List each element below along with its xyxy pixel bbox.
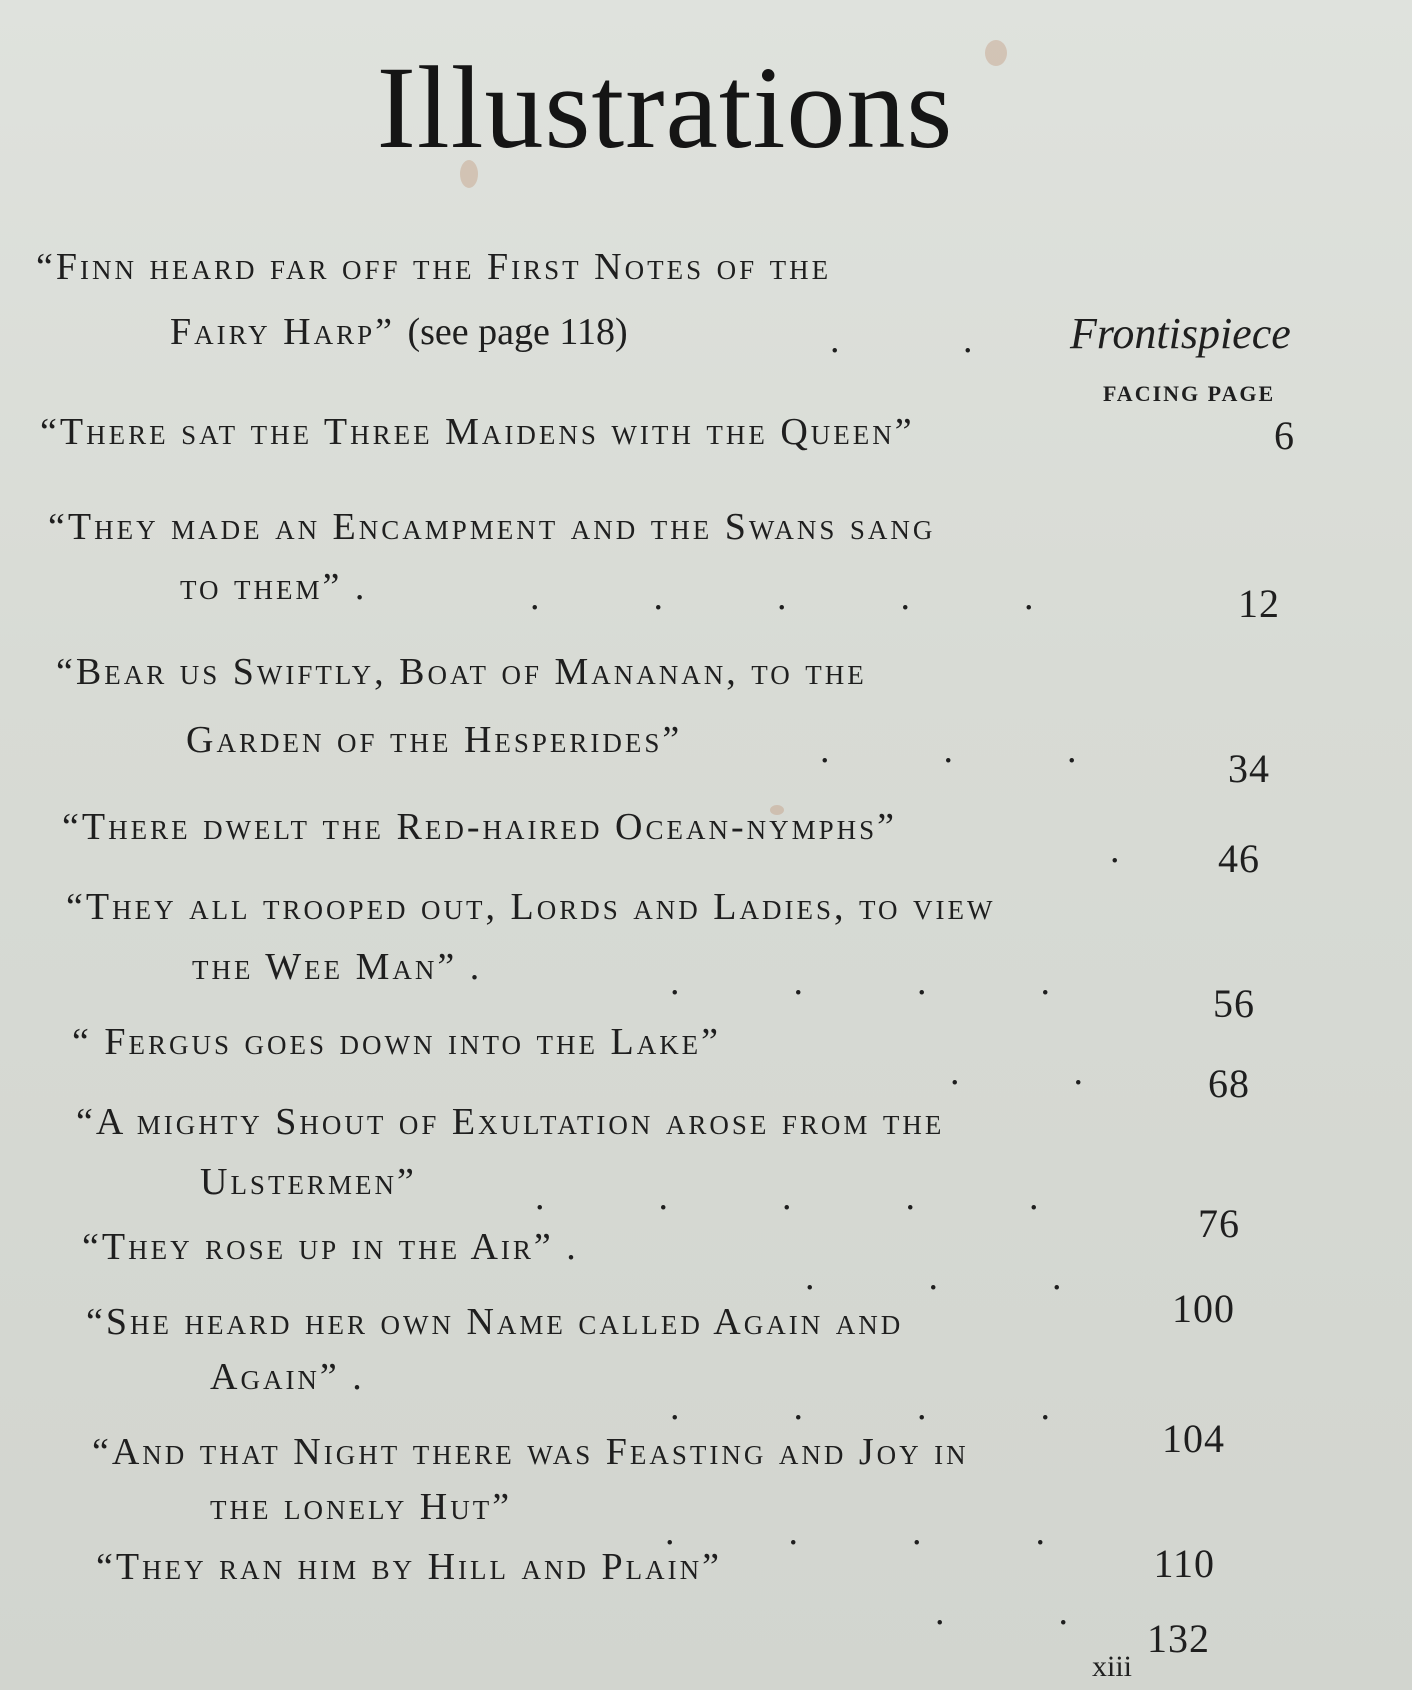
list-item xyxy=(170,310,628,354)
entry-caption: “They all trooped out, Lords and Ladies, to view xyxy=(66,886,996,928)
column-header: FACING PAGE xyxy=(1103,381,1276,406)
entry-page: 56 xyxy=(1213,981,1255,1026)
list-item xyxy=(92,1430,969,1474)
entry-caption: “They ran him by Hill and Plain” xyxy=(96,1546,722,1588)
entry-caption-continued: to them” . xyxy=(180,566,368,608)
list-item xyxy=(96,1545,722,1589)
list-item xyxy=(76,1100,944,1144)
entry-caption-continued: Garden of the Hesperides” xyxy=(186,719,683,761)
entry-page: 132 xyxy=(1147,1616,1210,1661)
entry-caption-continued: Ulstermen” xyxy=(200,1161,417,1203)
entry-caption: “A mighty Shout of Exultation arose from the xyxy=(76,1101,945,1143)
leader-dots: . . . xyxy=(820,729,1077,771)
entry-page: 6 xyxy=(1274,413,1295,458)
entry-page: 34 xyxy=(1228,746,1270,791)
list-item xyxy=(62,805,897,849)
entry-caption: “There sat the Three Maidens with the Queen” xyxy=(40,411,915,453)
entry-caption: “And that Night there was Feasting and Joy in xyxy=(92,1431,969,1473)
entry-caption-continued: the lonely Hut” xyxy=(210,1486,513,1528)
entry-caption-continued: Fairy Harp” xyxy=(170,311,408,353)
entry-caption-continued: the Wee Man” . xyxy=(192,946,483,988)
leader-dots: . . xyxy=(935,1591,1068,1633)
leader-dots: . . . . . xyxy=(535,1176,1039,1218)
entry-page: 100 xyxy=(1172,1286,1235,1331)
list-item xyxy=(210,1355,365,1399)
list-item xyxy=(48,505,935,549)
list-item xyxy=(86,1300,903,1344)
entry-caption: “ Fergus goes down into the Lake” xyxy=(72,1021,722,1063)
entry-page: 12 xyxy=(1238,581,1280,626)
leader-dots: . . xyxy=(950,1051,1083,1093)
entry-caption: “Finn heard far off the First Notes of the xyxy=(36,246,832,288)
entry-caption: “There dwelt the Red-haired Ocean-nymphs” xyxy=(62,806,898,848)
entry-note: (see page 118) xyxy=(407,311,628,353)
leader-dots: . . . . xyxy=(670,1386,1050,1428)
page-folio: xiii xyxy=(1092,1650,1133,1683)
entry-caption: “They rose up in the Air” . xyxy=(82,1226,579,1268)
list-item xyxy=(72,1020,721,1064)
entry-page: 76 xyxy=(1198,1201,1240,1246)
list-item xyxy=(200,1160,417,1204)
entry-caption: “Bear us Swiftly, Boat of Mananan, to the xyxy=(56,651,867,693)
list-item xyxy=(82,1225,579,1269)
entry-caption: “She heard her own Name called Again and xyxy=(86,1301,904,1343)
list-item xyxy=(210,1485,512,1529)
entry-page: Frontispiece xyxy=(1070,309,1291,358)
list-item xyxy=(40,410,915,454)
entry-page: 68 xyxy=(1208,1061,1250,1106)
entry-caption: “They made an Encampment and the Swans sang xyxy=(48,506,936,548)
list-item xyxy=(186,718,682,762)
list-item xyxy=(36,245,831,289)
list-item xyxy=(56,650,867,694)
page-title: Illustrations xyxy=(376,42,954,173)
leader-dots: . . xyxy=(830,319,973,361)
leader-dots: . xyxy=(1110,829,1120,871)
leader-dots: . . . xyxy=(805,1256,1062,1298)
entry-page: 110 xyxy=(1153,1541,1215,1586)
list-item xyxy=(66,885,995,929)
leader-dots: . . . . . xyxy=(530,576,1034,618)
entry-page: 46 xyxy=(1218,836,1260,881)
entry-caption-continued: Again” . xyxy=(210,1356,365,1398)
leader-dots: . . . . xyxy=(665,1511,1045,1553)
list-item xyxy=(180,565,367,609)
list-item xyxy=(192,945,482,989)
leader-dots: . . . . xyxy=(670,961,1050,1003)
entry-page: 104 xyxy=(1162,1416,1225,1461)
